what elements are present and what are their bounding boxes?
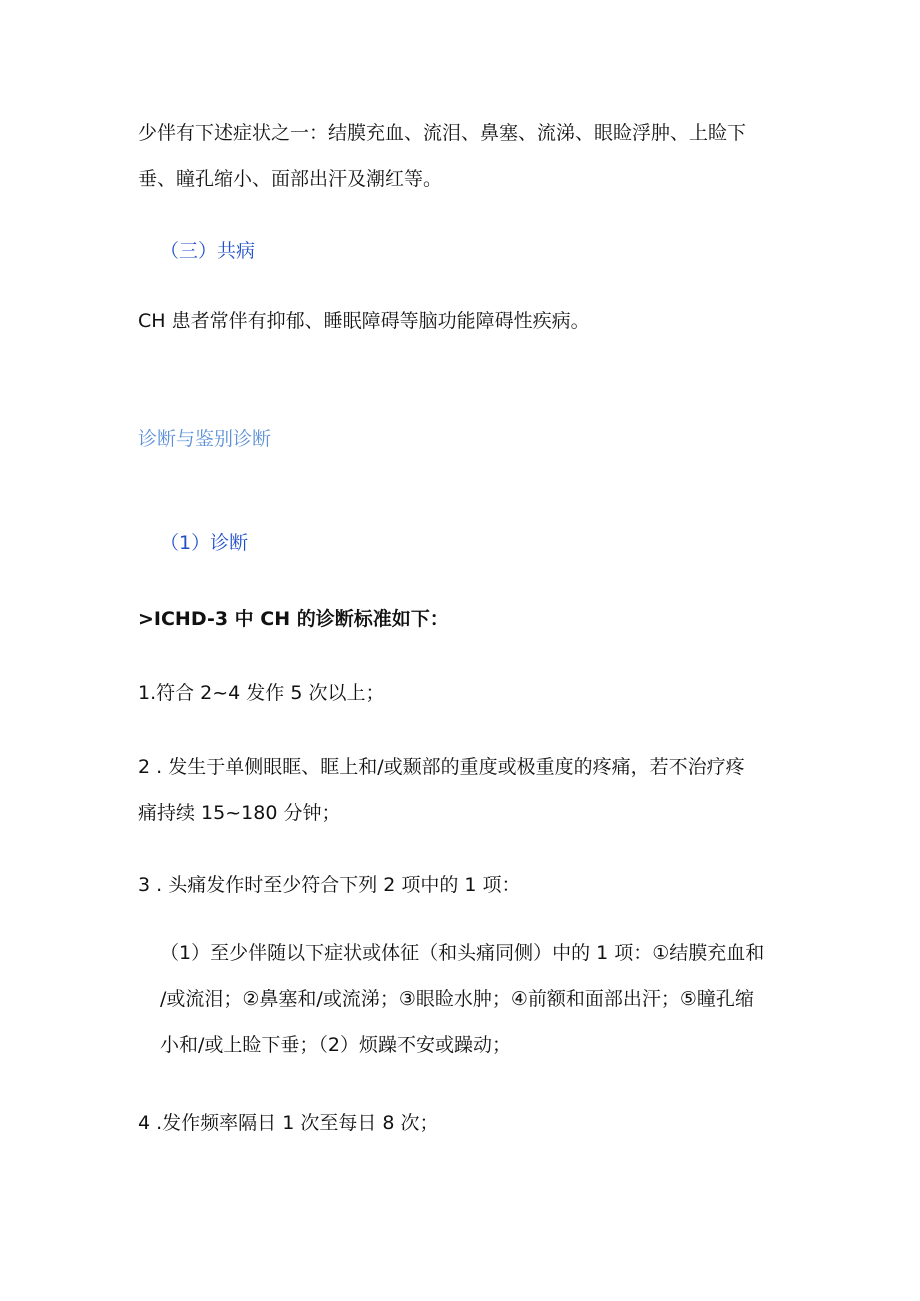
criterion-3-sub — [160, 930, 812, 1068]
symptom-paragraph — [138, 110, 790, 202]
text-line: （1）至少伴随以下症状或体征（和头痛同侧）中的 1 项：①结膜充血和 — [160, 942, 765, 964]
text-line: 垂、瞳孔缩小、面部出汗及潮红等。 — [138, 168, 443, 190]
comorbidity-heading: （三）共病 — [160, 240, 256, 262]
criterion-3: 3 . 头痛发作时至少符合下列 2 项中的 1 项： — [138, 874, 521, 896]
criteria-intro: >ICHD-3 中 CH 的诊断标准如下： — [138, 608, 449, 630]
text-line: 2 . 发生于单侧眼眶、眶上和/或颞部的重度或极重度的疼痛，若不治疗疼 — [138, 756, 745, 778]
text-line: /或流泪；②鼻塞和/或流涕；③眼睑水肿；④前额和面部出汗；⑤瞳孔缩 — [160, 988, 754, 1010]
text-line: 少伴有下述症状之一：结膜充血、流泪、鼻塞、流涕、眼睑浮肿、上睑下 — [138, 122, 747, 144]
diagnosis-heading: （1）诊断 — [160, 532, 249, 554]
text-line: 痛持续 15~180 分钟； — [138, 802, 341, 824]
comorbidity-paragraph: CH 患者常伴有抑郁、睡眠障碍等脑功能障碍性疾病。 — [138, 310, 590, 332]
criterion-2 — [138, 744, 790, 836]
text-line: 小和/或上睑下垂；（2）烦躁不安或躁动； — [160, 1034, 511, 1056]
section-heading: 诊断与鉴别诊断 — [138, 428, 272, 450]
criterion-4: 4 .发作频率隔日 1 次至每日 8 次； — [138, 1112, 439, 1134]
criterion-1: 1.符合 2~4 发作 5 次以上； — [138, 682, 385, 704]
